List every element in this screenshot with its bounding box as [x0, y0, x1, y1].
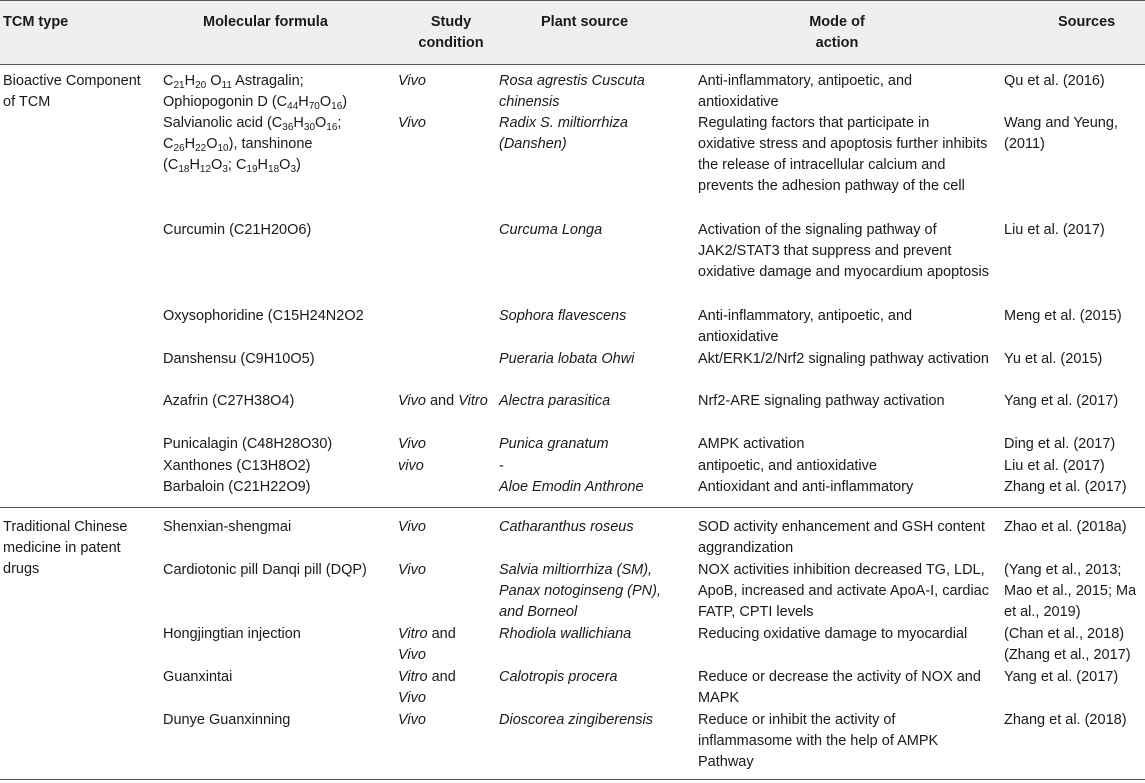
source-cell: Yang et al. (2017) [1004, 393, 1119, 409]
plant-cell: Punica granatum [499, 436, 609, 452]
formula-cell: Dunye Guanxinning [163, 712, 291, 728]
plant-cell: Alectra parasitica [499, 393, 611, 409]
plant-cell: Calotropis procera [499, 669, 618, 685]
header-study-condition: Study condition [418, 14, 484, 51]
condition-cell: Vivo [398, 562, 426, 578]
source-cell: Zhao et al. (2018a) [1004, 519, 1127, 535]
action-cell: AMPK activation [698, 436, 805, 452]
source-cell: Liu et al. (2017) [1004, 222, 1105, 238]
action-cell: Nrf2-ARE signaling pathway activation [698, 393, 945, 409]
action-cell: Activation of the signaling pathway of JAK2/STAT3 that suppress and prevent oxidative damage and myocardium apoptosis [698, 222, 989, 280]
formula-cell: Danshensu (C9H10O5) [163, 351, 315, 367]
condition-cell: Vivo and Vitro [398, 393, 488, 409]
source-cell: Zhang et al. (2017) [1004, 479, 1127, 495]
formula-cell: Barbaloin (C21H22O9) [163, 479, 311, 495]
condition-cell: Vitro and Vivo [398, 669, 456, 706]
group-label-bioactive: Bioactive Component of TCM [3, 73, 141, 110]
formula-cell: Punicalagin (C48H28O30) [163, 436, 333, 452]
header-tcm-type: TCM type [3, 14, 69, 30]
condition-cell: Vivo [398, 712, 426, 728]
action-cell: NOX activities inhibition decreased TG, LDL, ApoB, increased and activate ApoA-I, cardiac FATP, CPTI levels [698, 562, 989, 620]
group-label-patent: Traditional Chinese medicine in patent drugs [3, 519, 128, 577]
condition-cell: Vivo [398, 115, 426, 131]
header-sources: Sources [1058, 14, 1116, 30]
source-cell: (Chan et al., 2018) (Zhang et al., 2017) [1004, 626, 1131, 663]
action-cell: Anti-inflammatory, antipoetic, and antioxidative [698, 73, 913, 110]
formula-cell: $C_{21}H_{20}$ $O_{11}$ Astragalin; Ophiopogonin D $(C_{44}H_{70}O_{16})$ [163, 73, 348, 112]
header-plant-source: Plant source [541, 14, 629, 30]
source-cell: Yu et al. (2015) [1004, 351, 1103, 367]
plant-cell: Dioscorea zingiberensis [499, 712, 653, 728]
group-separator [0, 507, 1145, 508]
action-cell: antipoetic, and antioxidative [698, 458, 877, 474]
condition-cell: Vivo [398, 73, 426, 89]
action-cell: Antioxidant and anti-inflammatory [698, 479, 914, 495]
plant-cell: Aloe Emodin Anthrone [499, 479, 644, 495]
plant-cell: Pueraria lobata Ohwi [499, 351, 635, 367]
plant-cell: Sophora flavescens [499, 308, 627, 324]
table-header [0, 0, 1145, 65]
formula-cell: Azafrin (C27H38O4) [163, 393, 295, 409]
action-cell: SOD activity enhancement and GSH content aggrandization [698, 519, 985, 556]
source-cell: Wang and Yeung, (2011) [1004, 115, 1118, 152]
condition-cell: vivo [398, 458, 424, 474]
condition-cell: Vivo [398, 436, 426, 452]
condition-cell: Vitro and Vivo [398, 626, 456, 663]
source-cell: Ding et al. (2017) [1004, 436, 1116, 452]
formula-cell: Shenxian-shengmai [163, 519, 292, 535]
plant-cell: - [499, 458, 504, 474]
source-cell: Zhang et al. (2018) [1004, 712, 1127, 728]
action-cell: Anti-inflammatory, antipoetic, and antioxidative [698, 308, 913, 345]
formula-cell: Cardiotonic pill Danqi pill (DQP) [163, 562, 367, 578]
formula-cell: Curcumin (C21H20O6) [163, 222, 312, 238]
plant-cell: Rhodiola wallichiana [499, 626, 632, 642]
action-cell: Reduce or decrease the activity of NOX and MAPK [698, 669, 981, 706]
plant-cell: Curcuma Longa [499, 222, 603, 238]
condition-cell: Vivo [398, 519, 426, 535]
source-cell: Qu et al. (2016) [1004, 73, 1105, 89]
plant-cell: Catharanthus roseus [499, 519, 634, 535]
plant-cell: Salvia miltiorrhiza (SM), Panax notoginseng (PN), and Borneol [499, 562, 662, 620]
source-cell: Meng et al. (2015) [1004, 308, 1122, 324]
action-cell: Reducing oxidative damage to myocardial [698, 626, 968, 642]
formula-cell: Hongjingtian injection [163, 626, 301, 642]
formula-cell: Oxysophoridine (C15H24N2O2 [163, 308, 364, 324]
formula-cell: Xanthones (C13H8O2) [163, 458, 311, 474]
header-mode-of-action: Mode of action [809, 14, 865, 51]
plant-cell: Rosa agrestis Cuscuta chinensis [499, 73, 645, 110]
plant-cell: Radix S. miltiorrhiza (Danshen) [499, 115, 628, 152]
source-cell: Yang et al. (2017) [1004, 669, 1119, 685]
header-molecular-formula: Molecular formula [203, 14, 328, 30]
formula-cell: Guanxintai [163, 669, 233, 685]
formula-cell: Salvianolic acid ($C_{36}H_{30}O_{16}$; $C_{26}H_{22}O_{10}$), tanshinone ($C_{18}H_{12}O_3$; $C_{19}H_{18}O_3$) [163, 115, 342, 175]
action-cell: Regulating factors that participate in oxidative stress and apoptosis further inhibits the release of intracellular calcium and prevents the adhesion pathway of the cell [698, 115, 988, 194]
action-cell: Akt/ERK1/2/Nrf2 signaling pathway activation [698, 351, 989, 367]
source-cell: Liu et al. (2017) [1004, 458, 1105, 474]
source-cell: (Yang et al., 2013; Mao et al., 2015; Ma et al., 2019) [1004, 562, 1137, 620]
table-bottom-rule [0, 779, 1145, 780]
action-cell: Reduce or inhibit the activity of inflammasome with the help of AMPK Pathway [698, 712, 939, 770]
